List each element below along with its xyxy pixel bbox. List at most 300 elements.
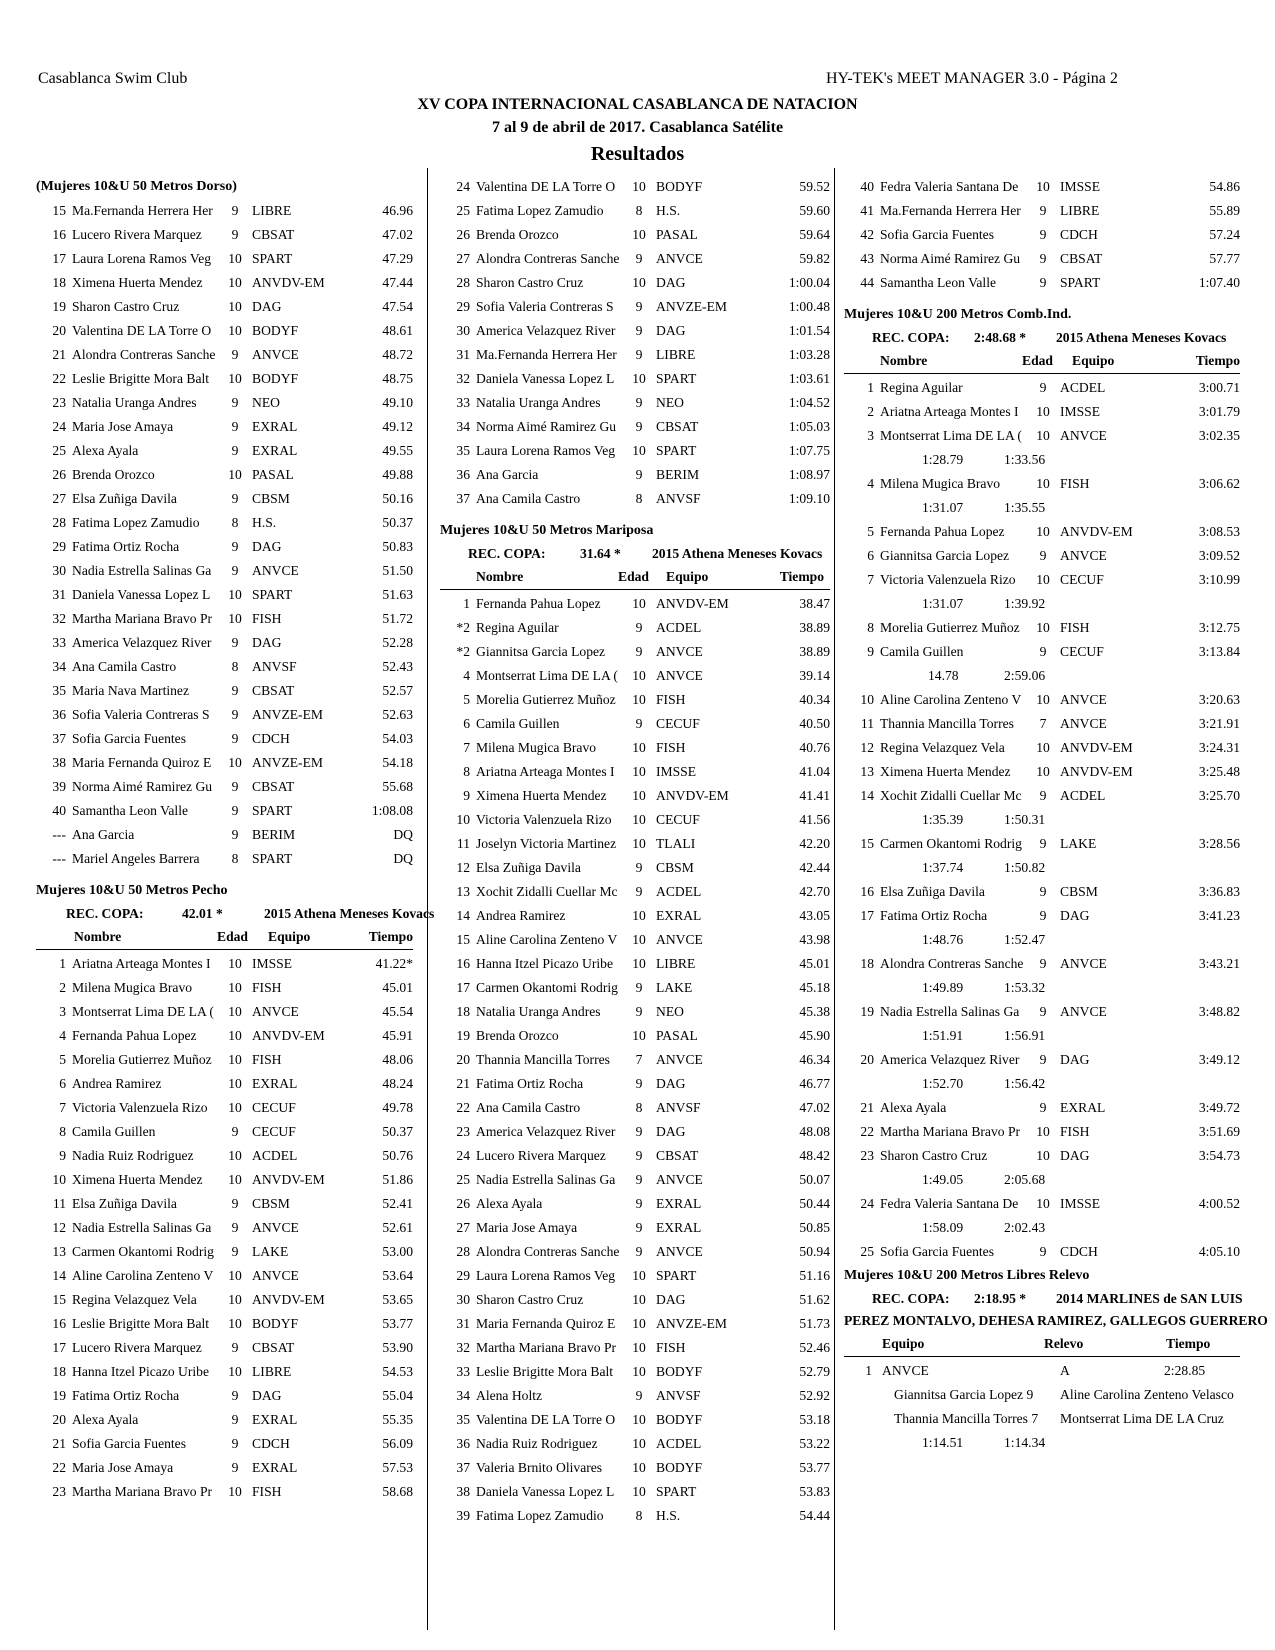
- place: 34: [456, 419, 470, 434]
- team: ANVCE: [252, 1220, 299, 1235]
- result-row: [844, 544, 1240, 568]
- swimmer-name: Carmen Okantomi Rodrig: [72, 1244, 214, 1259]
- age: 10: [1036, 179, 1050, 194]
- age: 10: [228, 1148, 242, 1163]
- result-row: [440, 1168, 830, 1192]
- result-row: [36, 511, 413, 535]
- age: 10: [632, 1292, 646, 1307]
- split-times-row: [844, 496, 1240, 520]
- team: CDCH: [1060, 1244, 1098, 1259]
- result-row: [36, 1456, 413, 1480]
- split-time: 1:28.79: [922, 452, 964, 467]
- time: 4:00.52: [1198, 1196, 1240, 1211]
- software-page-label: HY-TEK's MEET MANAGER 3.0 - Página 2: [826, 70, 1118, 87]
- result-row: [844, 712, 1240, 736]
- record-label: REC. COPA:: [872, 1291, 950, 1306]
- time: 47.44: [382, 275, 413, 290]
- swimmer-name: Ximena Huerta Mendez: [72, 275, 203, 290]
- team: BODYF: [656, 1412, 703, 1427]
- split-time: 1:35.55: [1004, 500, 1046, 515]
- time: 3:28.56: [1198, 836, 1240, 851]
- swimmer-name: Ximena Huerta Mendez: [880, 764, 1011, 779]
- place: 33: [456, 1364, 470, 1379]
- place: 26: [456, 1196, 470, 1211]
- team: H.S.: [252, 515, 277, 530]
- swimmer-name: Ana Garcia: [72, 827, 135, 842]
- age: 10: [1036, 428, 1050, 443]
- age: 10: [1036, 1124, 1050, 1139]
- age: 10: [1036, 620, 1050, 635]
- result-row: [36, 655, 413, 679]
- split-time: 1:50.31: [1004, 812, 1046, 827]
- age: 7: [635, 1052, 643, 1067]
- swimmer-name: Leslie Brigitte Mora Balt: [72, 1316, 210, 1331]
- age: 8: [231, 851, 239, 866]
- swimmer-name: Alexa Ayala: [72, 1412, 139, 1427]
- header-age: Edad: [1022, 353, 1053, 368]
- place: 9: [867, 644, 874, 659]
- team: ACDEL: [252, 1148, 298, 1163]
- age: 10: [228, 980, 242, 995]
- split-times-row: [844, 808, 1240, 832]
- place: 22: [456, 1100, 470, 1115]
- split-times-row: [844, 448, 1240, 472]
- split-time: 1:52.70: [922, 1076, 964, 1091]
- age: 9: [1039, 644, 1047, 659]
- place: 37: [52, 731, 66, 746]
- result-row: [440, 976, 830, 1000]
- team: DAG: [252, 635, 282, 650]
- team: CECUF: [1060, 644, 1104, 659]
- result-row: [440, 1504, 830, 1528]
- record-line-relevo: [844, 1288, 1243, 1310]
- time: 49.10: [382, 395, 413, 410]
- place: 13: [456, 884, 470, 899]
- result-row: [844, 1192, 1240, 1216]
- place: 37: [456, 1460, 470, 1475]
- team: CDCH: [252, 1436, 290, 1451]
- team: CECUF: [656, 716, 700, 731]
- team: FISH: [252, 1484, 282, 1499]
- relay-swimmer-1: Giannitsa Garcia Lopez 9: [894, 1387, 1034, 1402]
- swimmer-name: Natalia Uranga Andres: [476, 395, 601, 410]
- swimmer-name: Alondra Contreras Sanche: [476, 1244, 620, 1259]
- place: 39: [52, 779, 66, 794]
- place: 26: [52, 467, 66, 482]
- team: LIBRE: [656, 956, 696, 971]
- swimmer-name: Lucero Rivera Marquez: [476, 1148, 606, 1163]
- age: 9: [635, 884, 643, 899]
- team: BERIM: [656, 467, 700, 482]
- swimmer-name: Nadia Estrella Salinas Ga: [476, 1172, 616, 1187]
- place: 20: [52, 323, 66, 338]
- result-row: [440, 784, 830, 808]
- result-row: [844, 199, 1240, 223]
- swimmer-name: Victoria Valenzuela Rizo: [476, 812, 612, 827]
- split-time: 1:58.09: [922, 1220, 964, 1235]
- age: 10: [632, 1436, 646, 1451]
- place: 24: [456, 179, 470, 194]
- result-row: [36, 199, 413, 223]
- result-row: [844, 424, 1240, 448]
- time: 3:10.99: [1198, 572, 1240, 587]
- place: 16: [456, 956, 470, 971]
- time: 59.82: [799, 251, 830, 266]
- result-row: [36, 583, 413, 607]
- place: 2: [59, 980, 66, 995]
- meet-dates: 7 al 9 de abril de 2017. Casablanca Satélite: [491, 119, 784, 136]
- swimmer-name: Norma Aimé Ramirez Gu: [476, 419, 617, 434]
- place: 21: [456, 1076, 470, 1091]
- time: 38.89: [799, 620, 830, 635]
- time: 3:25.48: [1198, 764, 1240, 779]
- place: 35: [456, 443, 470, 458]
- time: 51.63: [382, 587, 413, 602]
- result-row: [440, 295, 830, 319]
- age: 10: [228, 755, 242, 770]
- place: 29: [456, 1268, 470, 1283]
- swimmer-name: Alondra Contreras Sanche: [72, 347, 216, 362]
- age: 10: [632, 1460, 646, 1475]
- result-row: [440, 343, 830, 367]
- team: LIBRE: [656, 347, 696, 362]
- age: 10: [228, 467, 242, 482]
- column-header: [36, 925, 413, 950]
- result-row: [440, 175, 830, 199]
- team: CBSM: [252, 491, 290, 506]
- swimmer-name: Leslie Brigitte Mora Balt: [72, 371, 210, 386]
- time: 45.01: [382, 980, 413, 995]
- split-times-row: [844, 664, 1240, 688]
- time: 50.37: [382, 515, 413, 530]
- swimmer-name: Alondra Contreras Sanche: [476, 251, 620, 266]
- time: 59.60: [799, 203, 830, 218]
- age: 9: [635, 1220, 643, 1235]
- place: 40: [52, 803, 66, 818]
- swimmer-name: Alexa Ayala: [476, 1196, 543, 1211]
- age: 10: [632, 836, 646, 851]
- result-row: [440, 367, 830, 391]
- result-row: [36, 1288, 413, 1312]
- result-row: [440, 592, 830, 616]
- age: 9: [1039, 227, 1047, 242]
- place: 20: [52, 1412, 66, 1427]
- split-time: 1:31.07: [922, 596, 964, 611]
- team: LAKE: [252, 1244, 289, 1259]
- team: SPART: [656, 443, 697, 458]
- team: ANVDV-EM: [252, 275, 325, 290]
- result-row: [440, 1288, 830, 1312]
- place: 23: [860, 1148, 874, 1163]
- result-row: [36, 391, 413, 415]
- result-row: [844, 904, 1240, 928]
- time: 3:49.72: [1198, 1100, 1240, 1115]
- relay-split-1: 1:14.51: [922, 1435, 964, 1450]
- place: 17: [456, 980, 470, 995]
- place: 31: [456, 347, 470, 362]
- team: ANVCE: [656, 668, 703, 683]
- result-row: [440, 1072, 830, 1096]
- time: 43.05: [799, 908, 830, 923]
- team: EXRAL: [656, 1220, 702, 1235]
- time: 53.90: [382, 1340, 413, 1355]
- place: 24: [456, 1148, 470, 1163]
- team: ANVDV-EM: [252, 1028, 325, 1043]
- split-time: 1:56.91: [1004, 1028, 1046, 1043]
- place: 43: [860, 251, 874, 266]
- record-line-mariposa: [440, 543, 830, 565]
- time: 3:09.52: [1198, 548, 1240, 563]
- team: ANVCE: [1060, 548, 1107, 563]
- age: 9: [231, 635, 239, 650]
- swimmer-name: Alena Holtz: [476, 1388, 543, 1403]
- time: 55.68: [382, 779, 413, 794]
- age: 9: [635, 1076, 643, 1091]
- age: 10: [632, 812, 646, 827]
- result-row: [440, 952, 830, 976]
- place: 7: [59, 1100, 66, 1115]
- age: 10: [228, 1268, 242, 1283]
- header-relay: Relevo: [1044, 1336, 1084, 1351]
- age: 10: [1036, 740, 1050, 755]
- record-detail: 2014 MARLINES de SAN LUIS: [1056, 1291, 1243, 1306]
- result-row: [440, 880, 830, 904]
- team: CBSAT: [656, 1148, 699, 1163]
- result-row: [36, 679, 413, 703]
- age: 10: [632, 1484, 646, 1499]
- age: 10: [228, 956, 242, 971]
- place: 15: [52, 1292, 66, 1307]
- team: ANVCE: [656, 251, 703, 266]
- result-row: [36, 1480, 413, 1504]
- time: 47.02: [799, 1100, 830, 1115]
- place: 31: [52, 587, 66, 602]
- result-row: [440, 463, 830, 487]
- place: 25: [456, 203, 470, 218]
- split-time: 1:50.82: [1004, 860, 1046, 875]
- age: 9: [231, 491, 239, 506]
- age: 10: [228, 1028, 242, 1043]
- place: 17: [860, 908, 874, 923]
- team: ANVDV-EM: [252, 1292, 325, 1307]
- time: 41.41: [799, 788, 830, 803]
- team: FISH: [1060, 476, 1090, 491]
- age: 10: [632, 371, 646, 386]
- team: EXRAL: [252, 419, 298, 434]
- age: 10: [632, 764, 646, 779]
- team: SPART: [656, 371, 697, 386]
- time: 41.04: [799, 764, 830, 779]
- split-times-row: [844, 856, 1240, 880]
- header-time: Tiempo: [1166, 1336, 1211, 1351]
- age: 10: [632, 1028, 646, 1043]
- results-mariposa: [440, 592, 830, 1528]
- time: 3:01.79: [1198, 404, 1240, 419]
- place: 30: [52, 563, 66, 578]
- time: 40.50: [799, 716, 830, 731]
- swimmer-name: Andrea Ramirez: [476, 908, 566, 923]
- age: 9: [231, 1340, 239, 1355]
- time: 54.53: [382, 1364, 413, 1379]
- age: 9: [231, 779, 239, 794]
- swimmer-name: Aline Carolina Zenteno V: [476, 932, 618, 947]
- team: DAG: [1060, 908, 1090, 923]
- relay-split-2: 1:14.34: [1004, 1435, 1046, 1450]
- time: 3:43.21: [1198, 956, 1240, 971]
- team: SPART: [656, 1268, 697, 1283]
- time: 55.35: [382, 1412, 413, 1427]
- result-row: [36, 976, 413, 1000]
- team: NEO: [656, 395, 684, 410]
- place: 19: [52, 299, 66, 314]
- age: 10: [632, 1268, 646, 1283]
- age: 9: [635, 1124, 643, 1139]
- age: 9: [1039, 380, 1047, 395]
- result-row: [36, 1120, 413, 1144]
- time: 59.64: [799, 227, 830, 242]
- place: 15: [860, 836, 874, 851]
- age: 8: [635, 1508, 643, 1523]
- result-row: [440, 247, 830, 271]
- results-mariposa-cont: [844, 175, 1240, 295]
- age: 10: [632, 596, 646, 611]
- age: 9: [1039, 1100, 1047, 1115]
- age: 10: [228, 251, 242, 266]
- place: 12: [860, 740, 874, 755]
- time: 4:05.10: [1198, 1244, 1240, 1259]
- team: ANVSF: [656, 1388, 701, 1403]
- time: 51.16: [799, 1268, 830, 1283]
- result-row: [844, 472, 1240, 496]
- team: ANVZE-EM: [656, 299, 727, 314]
- place: 11: [456, 836, 470, 851]
- time: 51.73: [799, 1316, 830, 1331]
- team: BODYF: [656, 1460, 703, 1475]
- swimmer-name: Morelia Gutierrez Muñoz: [880, 620, 1020, 635]
- swimmer-name: Thannia Mancilla Torres: [476, 1052, 610, 1067]
- swimmer-name: Sofia Valeria Contreras S: [476, 299, 614, 314]
- place: 21: [52, 1436, 66, 1451]
- time: 1:03.28: [788, 347, 830, 362]
- age: 10: [228, 1004, 242, 1019]
- team: ANVDV-EM: [252, 1172, 325, 1187]
- time: 41.22*: [375, 956, 413, 971]
- time: 43.98: [799, 932, 830, 947]
- time: 3:00.71: [1198, 380, 1240, 395]
- split-time: 1:56.42: [1004, 1076, 1046, 1091]
- result-row: [440, 1048, 830, 1072]
- time: 3:08.53: [1198, 524, 1240, 539]
- place: 4: [463, 668, 470, 683]
- swimmer-name: Morelia Gutierrez Muñoz: [476, 692, 616, 707]
- place: 8: [463, 764, 470, 779]
- time: 53.77: [382, 1316, 413, 1331]
- time: 52.63: [382, 707, 413, 722]
- team: SPART: [252, 803, 293, 818]
- result-row: [36, 487, 413, 511]
- age: 10: [632, 1364, 646, 1379]
- swimmer-name: Hanna Itzel Picazo Uribe: [476, 956, 614, 971]
- team: CBSAT: [252, 227, 295, 242]
- place: 33: [456, 395, 470, 410]
- swimmer-name: Nadia Estrella Salinas Ga: [880, 1004, 1020, 1019]
- place: 38: [456, 1484, 470, 1499]
- place: 27: [456, 251, 470, 266]
- place: 22: [52, 1460, 66, 1475]
- result-row: [440, 319, 830, 343]
- age: 10: [228, 1052, 242, 1067]
- record-line-combind: [844, 327, 1240, 349]
- time: 3:20.63: [1198, 692, 1240, 707]
- split-time: 1:52.47: [1004, 932, 1046, 947]
- time: 59.52: [799, 179, 830, 194]
- result-row: [440, 712, 830, 736]
- age: 9: [635, 1388, 643, 1403]
- team: ANVCE: [656, 644, 703, 659]
- result-row: [36, 295, 413, 319]
- result-row: [440, 616, 830, 640]
- result-row: [36, 823, 413, 847]
- swimmer-name: Laura Lorena Ramos Veg: [72, 251, 212, 266]
- age: 9: [1039, 1004, 1047, 1019]
- swimmer-name: Lucero Rivera Marquez: [72, 1340, 202, 1355]
- record-detail: 2015 Athena Meneses Kovacs: [652, 546, 823, 561]
- time: 54.03: [382, 731, 413, 746]
- age: 10: [228, 1100, 242, 1115]
- place: 8: [867, 620, 874, 635]
- result-row: [36, 463, 413, 487]
- swimmer-name: Natalia Uranga Andres: [72, 395, 197, 410]
- team: SPART: [656, 1484, 697, 1499]
- column-1: [36, 175, 435, 1504]
- event-title-relevo: Mujeres 10&U 200 Metros Libres Relevo: [844, 1268, 1090, 1283]
- results-pecho-cont: [440, 175, 830, 511]
- result-row: [844, 376, 1240, 400]
- result-row: [36, 1360, 413, 1384]
- team: IMSSE: [656, 764, 697, 779]
- team: BODYF: [656, 1364, 703, 1379]
- team: EXRAL: [252, 1460, 298, 1475]
- age: 9: [231, 227, 239, 242]
- team: PASAL: [656, 1028, 698, 1043]
- place: 12: [456, 860, 470, 875]
- age: 10: [632, 668, 646, 683]
- age: 9: [1039, 956, 1047, 971]
- swimmer-name: Ariatna Arteaga Montes I: [880, 404, 1019, 419]
- swimmer-name: Milena Mugica Bravo: [476, 740, 597, 755]
- team: SPART: [1060, 275, 1101, 290]
- swimmer-name: Victoria Valenzuela Rizo: [880, 572, 1016, 587]
- swimmer-name: Regina Aguilar: [476, 620, 559, 635]
- place: 14: [52, 1268, 66, 1283]
- split-time: 1:39.92: [1004, 596, 1046, 611]
- team: LAKE: [656, 980, 693, 995]
- result-row: [36, 535, 413, 559]
- time: 48.08: [799, 1124, 830, 1139]
- result-row: [36, 1432, 413, 1456]
- result-row: [440, 1480, 830, 1504]
- team: ANVCE: [1060, 956, 1107, 971]
- result-row: [440, 1216, 830, 1240]
- result-row: [440, 1096, 830, 1120]
- header-name: Nombre: [74, 929, 122, 944]
- result-row: [36, 343, 413, 367]
- swimmer-name: Fatima Lopez Zamudio: [476, 1508, 604, 1523]
- header-name: Nombre: [476, 569, 524, 584]
- age: 10: [228, 299, 242, 314]
- result-row: [440, 1432, 830, 1456]
- result-row: [440, 1408, 830, 1432]
